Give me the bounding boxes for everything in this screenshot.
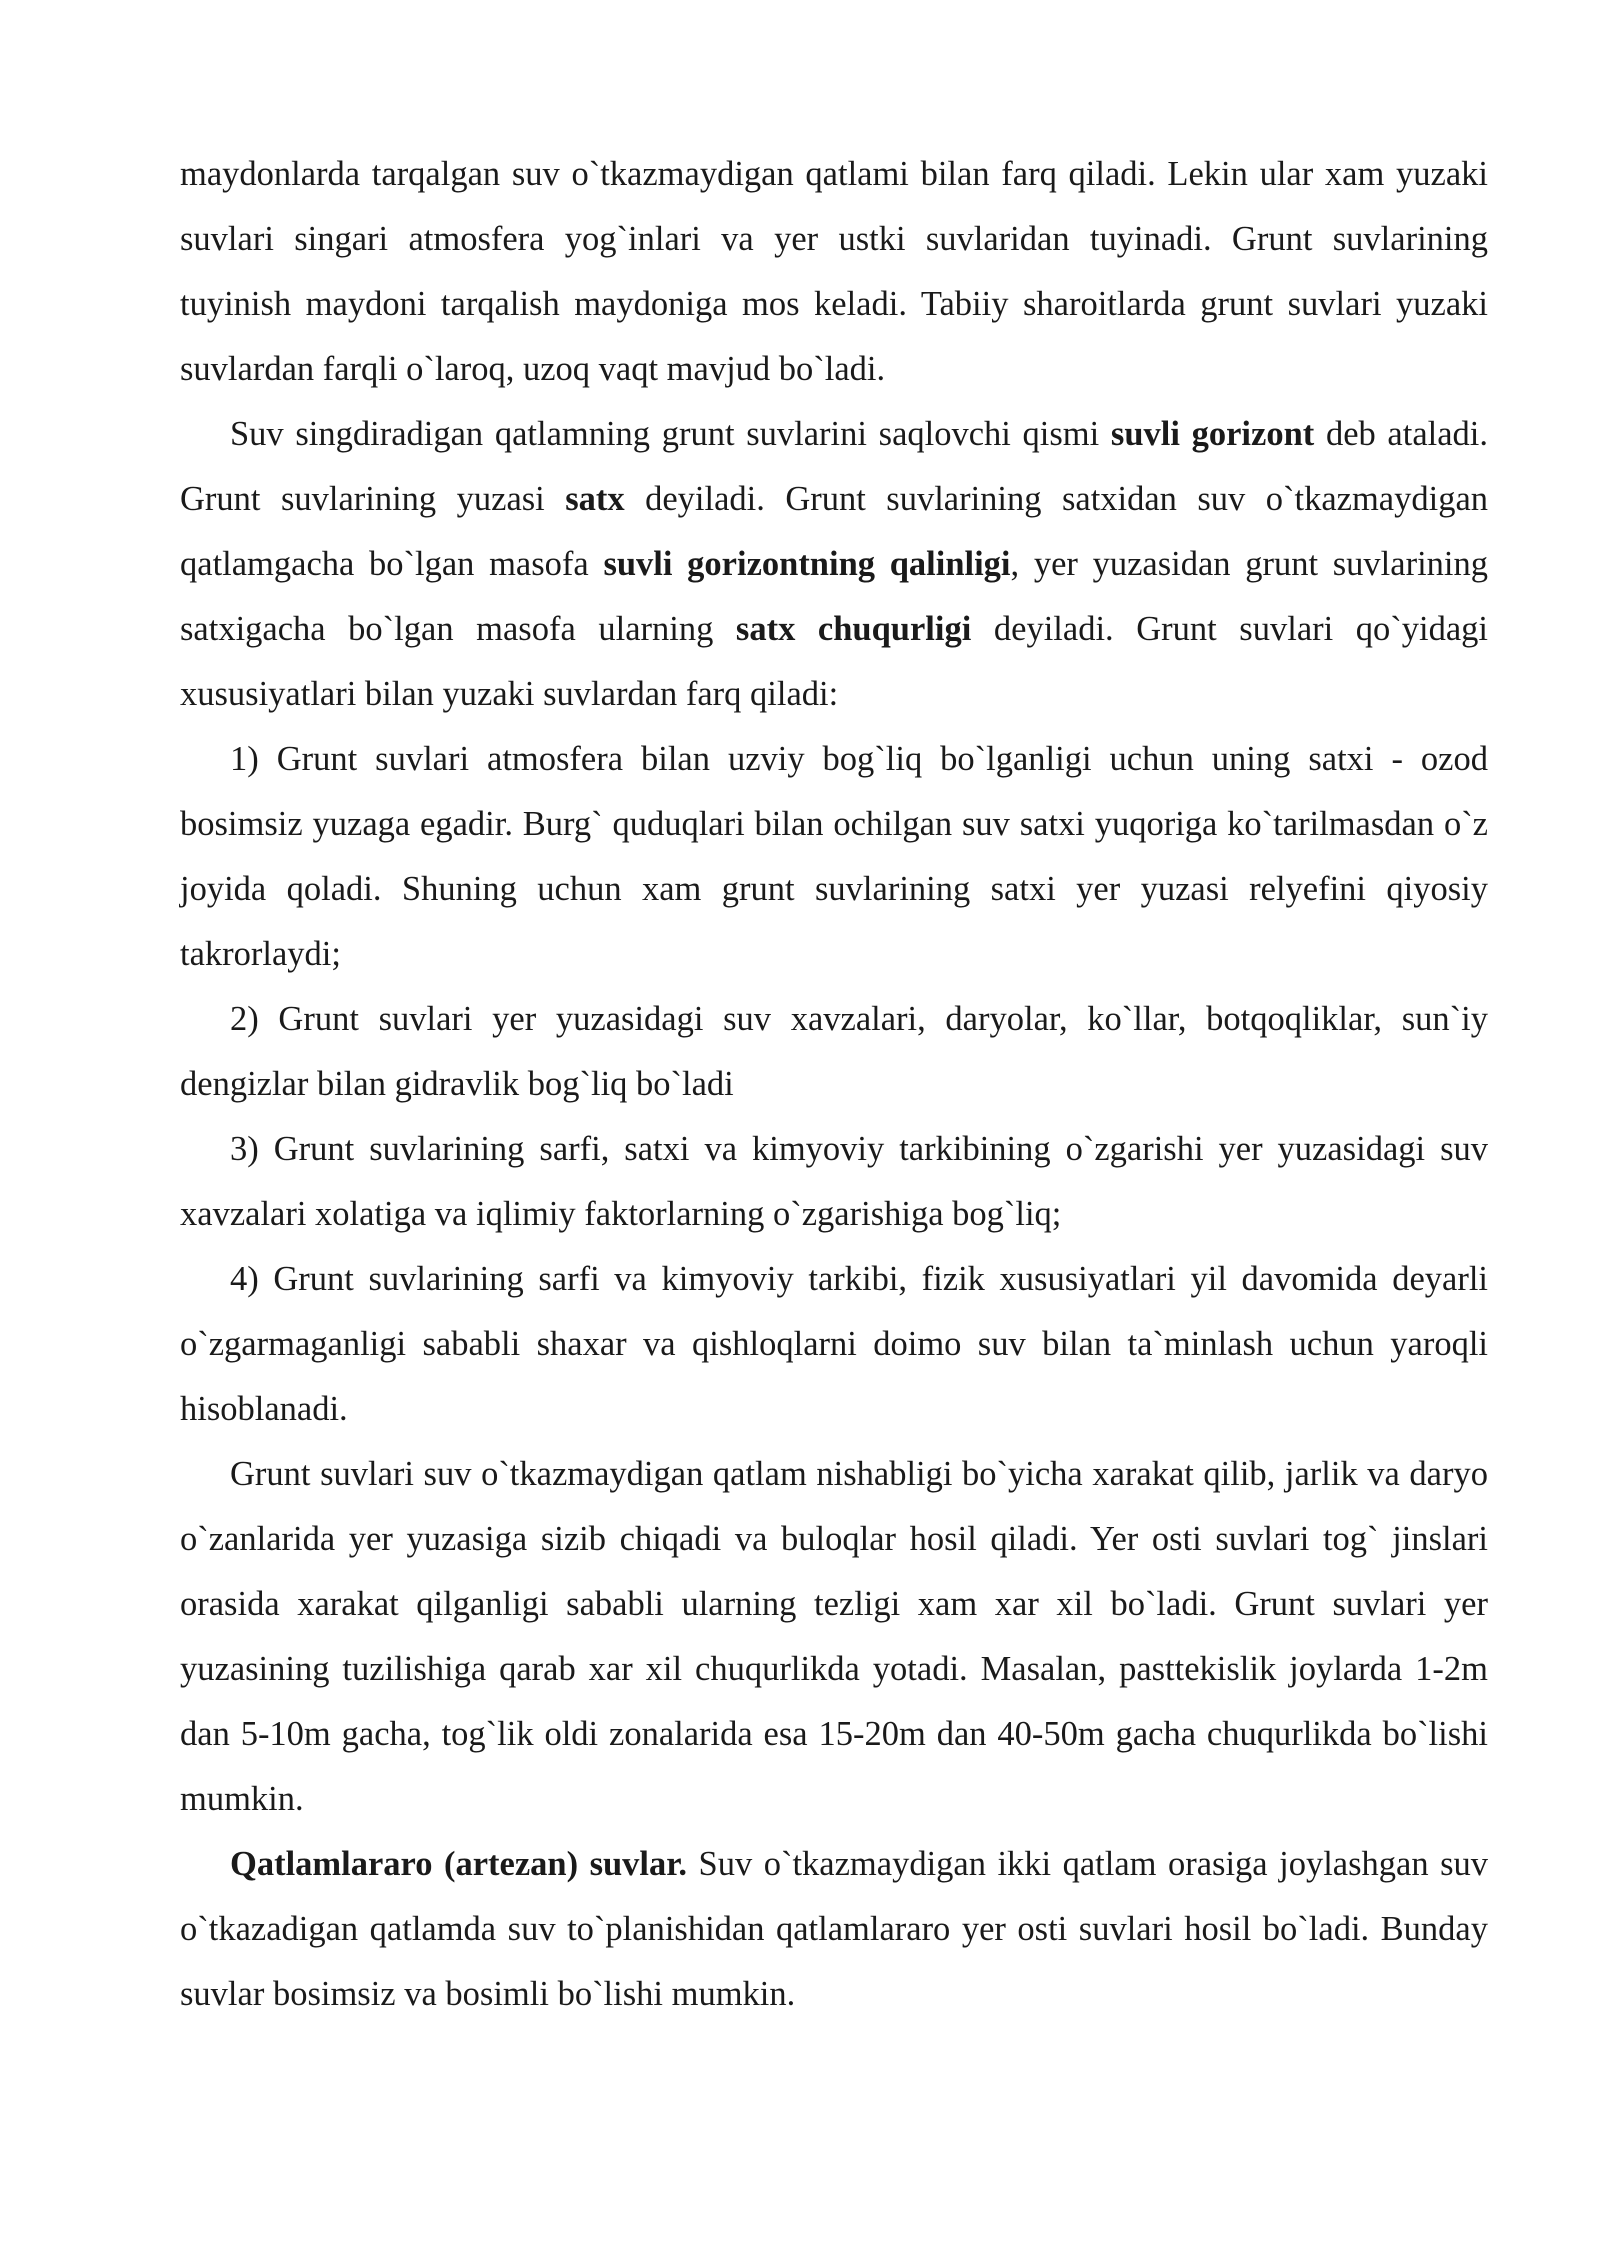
term-satx: satx — [565, 480, 625, 518]
paragraph-text: Suv o`tkazmaydigan ikki qatlam orasiga joylashgan suv o`tkazadigan qatlamda suv to`planishidan qatlamlararo yer osti suvlari hosil bo`ladi. Bunday suvlar bosimsiz va bosimli bo`lishi mumkin. — [180, 1845, 1489, 2013]
paragraph-text: Grunt suvlari suv o`tkazmaydigan qatlam nishabligi bo`yicha xarakat qilib, jarlik va daryo o`zanlarida yer yuzasiga sizib chiqadi va buloqlar hosil qiladi. Yer osti suvlari tog` jinslari orasida xarakat qilganligi sababli ularning tezligi xam xar xil bo`ladi. Grunt suvlari yer yuzasining tuzilishiga qarab xar xil chuqurlikda yotadi. Masalan, pasttekislik joylarda 1-2m dan 5-10m gacha, tog`lik oldi zonalarida esa 15-20m dan 40-50m gacha chuqurlikda bo`lishi mumkin. — [180, 1455, 1488, 1818]
paragraph-artesian — [180, 1832, 1488, 2027]
paragraph-text: 3) Grunt suvlarining sarfi, satxi va kimyoviy tarkibining o`zgarishi yer yuzasidagi suv xavzalari xolatiga va iqlimiy faktorlarning o`zgarishiga bog`liq; — [180, 1130, 1488, 1233]
paragraph-text: deyiladi. Grunt suvlari qo`yidagi xususiyatlari bilan yuzaki suvlardan farq qiladi: — [180, 610, 1489, 713]
list-item-3 — [180, 1117, 1488, 1247]
paragraph-text: maydonlarda tarqalgan suv o`tkazmaydigan qatlami bilan farq qiladi. Lekin ular xam yuzaki suvlari singari atmosfera yog`inlari va yer ustki suvlaridan tuyinadi. Grunt suvlarining tuyinish maydoni tarqalish maydoniga mos keladi. Tabiiy sharoitlarda grunt suvlari yuzaki suvlardan farqli o`laroq, uzoq vaqt mavjud bo`ladi. — [180, 155, 1488, 388]
paragraph-text: 2) Grunt suvlari yer yuzasidagi suv xavzalari, daryolar, ko`llar, botqoqliklar, sun`iy dengizlar bilan gidravlik bog`liq bo`ladi — [180, 1000, 1488, 1103]
paragraph-text: , yer yuzasidan grunt suvlarining satxigacha bo`lgan masofa ularning — [180, 545, 1488, 648]
paragraph-2 — [180, 402, 1488, 727]
document-page — [180, 142, 1488, 2027]
term-satx-chuqurligi: satx chuqurligi — [735, 610, 972, 648]
section-heading-artesian: Qatlamlararo (artezan) suvlar. — [230, 1845, 688, 1883]
paragraph-text: Suv singdiradigan qatlamning grunt suvlarini saqlovchi qismi — [230, 415, 1111, 453]
list-item-2 — [180, 987, 1488, 1117]
paragraph-text: 1) Grunt suvlari atmosfera bilan uzviy bog`liq bo`lganligi uchun uning satxi - ozod bosimsiz yuzaga egadir. Burg` quduqlari bilan ochilgan suv satxi yuqoriga ko`tarilmasdan o`z joyida qoladi. Shuning uchun xam grunt suvlarining satxi yer yuzasi relyefini qiyosiy takrorlaydi; — [180, 740, 1488, 973]
paragraph-text: deb ataladi. Grunt suvlarining yuzasi — [180, 415, 1489, 518]
paragraph-1 — [180, 142, 1488, 402]
paragraph-grunt-movement — [180, 1442, 1488, 1832]
term-suvli-gorizont: suvli gorizont — [1110, 415, 1315, 453]
list-item-4 — [180, 1247, 1488, 1442]
paragraph-text: deyiladi. Grunt suvlarining satxidan suv o`tkazmaydigan qatlamgacha bo`lgan masofa — [180, 480, 1489, 583]
paragraph-text: 4) Grunt suvlarining sarfi va kimyoviy tarkibi, fizik xususiyatlari yil davomida deyarli o`zgarmaganligi sababli shaxar va qishloqlarni doimo suv bilan ta`minlash uchun yaroqli hisoblanadi. — [180, 1260, 1488, 1428]
list-item-1 — [180, 727, 1488, 987]
term-suvli-gorizontning-qalinligi: suvli gorizontning qalinligi — [603, 545, 1011, 583]
